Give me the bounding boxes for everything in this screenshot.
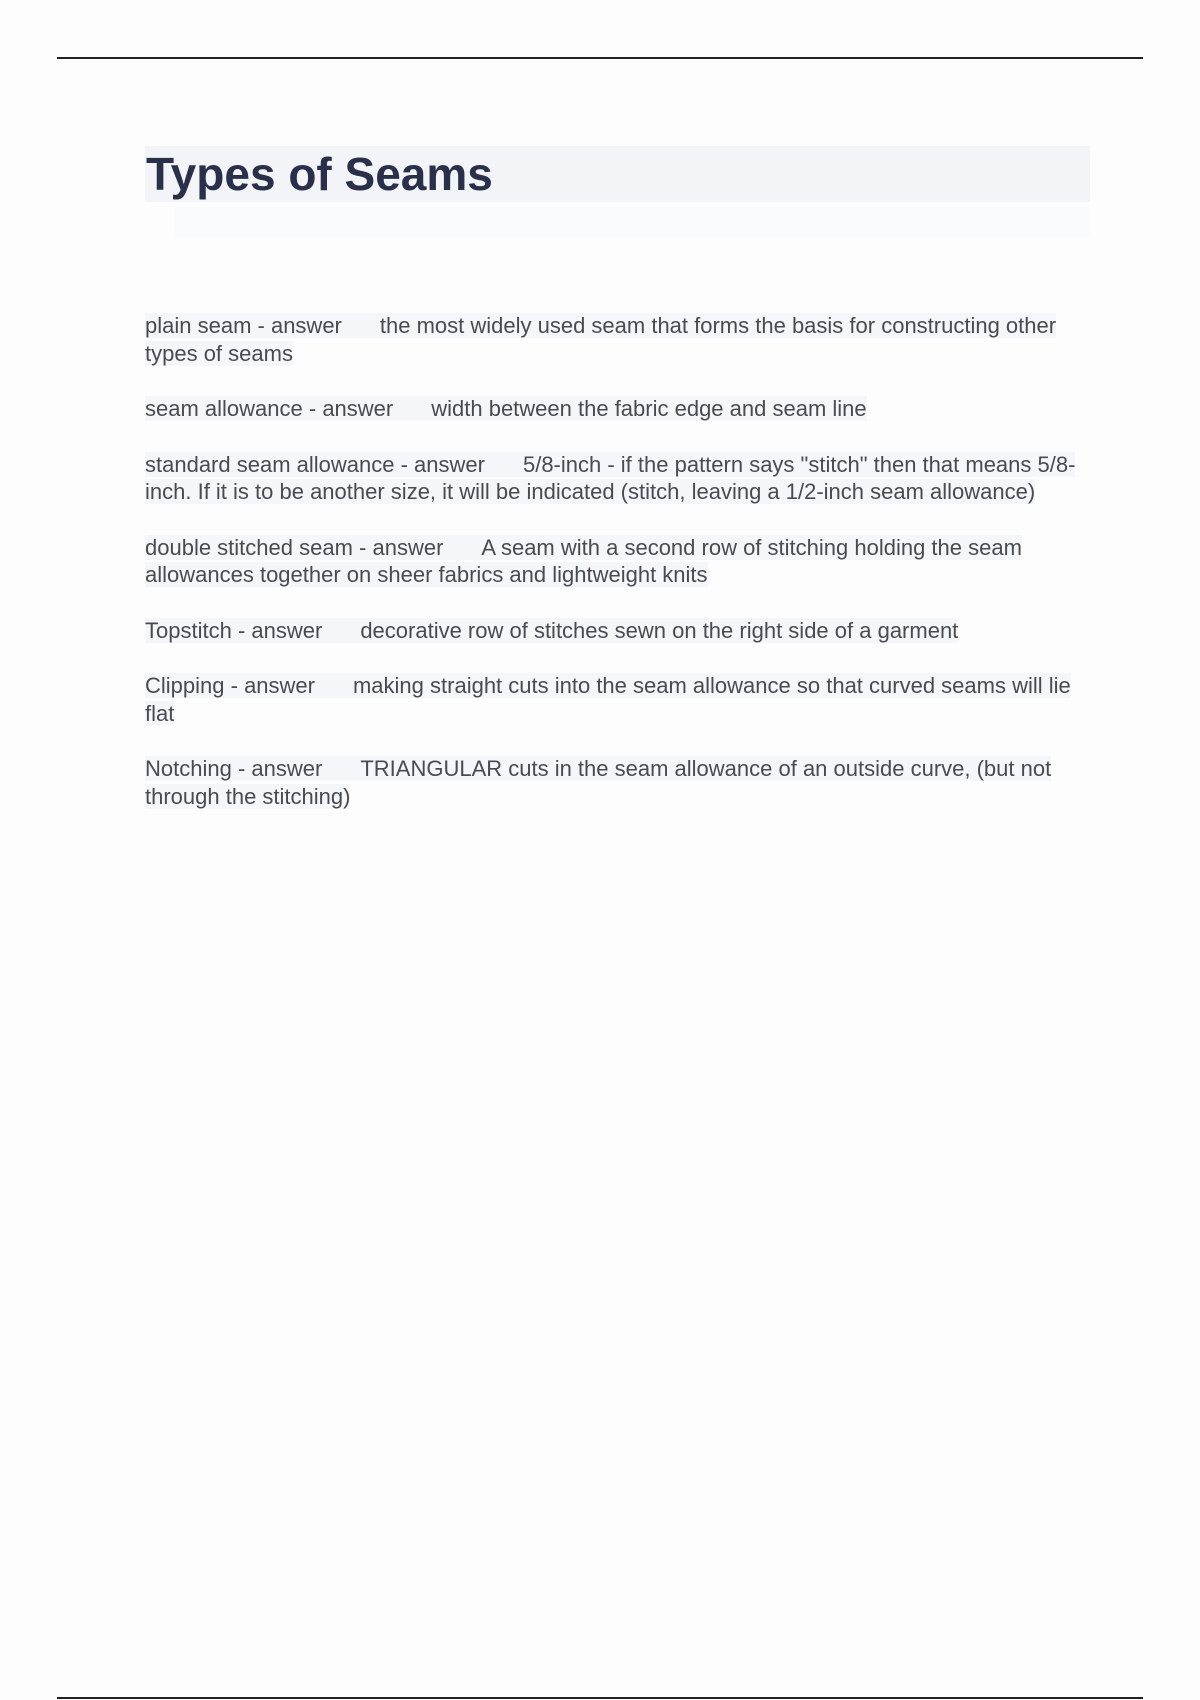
definition: TRIANGULAR cuts in the seam allowance of an outside curve, (but not through the stitching) (145, 756, 1052, 809)
separator: - answer (257, 313, 342, 338)
term: Notching (145, 756, 232, 781)
term: Clipping (145, 673, 225, 698)
page-title: Types of Seams (146, 148, 493, 200)
definition: A seam with a second row of stitching holding the seam allowances together on sheer fabrics and lightweight knits (145, 534, 1022, 587)
list-item (145, 534, 1090, 589)
bottom-rule (57, 1697, 1143, 1699)
definition: decorative row of stitches sewn on the right side of a garment (360, 617, 959, 643)
list-item (145, 617, 1090, 645)
separator: - answer (230, 673, 315, 698)
separator: - answer (237, 617, 323, 643)
separator: - answer (359, 534, 444, 560)
term: seam allowance (145, 396, 303, 421)
definition: the most widely used seam that forms the basis for constructing other types of seams (145, 313, 1057, 366)
separator: - answer (237, 756, 323, 781)
list-item (145, 755, 1090, 810)
title-shadow-band (175, 205, 1090, 237)
term: plain seam (145, 313, 252, 338)
separator: - answer (400, 451, 485, 477)
separator: - answer (308, 396, 394, 421)
flashcard-list (145, 312, 1090, 838)
list-item (145, 395, 1090, 423)
list-item (145, 451, 1090, 506)
definition: making straight cuts into the seam allowance so that curved seams will lie flat (145, 673, 1071, 726)
list-item (145, 312, 1090, 367)
list-item (145, 672, 1090, 727)
term: Topstitch (145, 617, 232, 643)
definition: 5/8-inch - if the pattern says "stitch" then that means 5/8-inch. If it is to be another size, it will be indicated (stitch, leaving a 1/2-inch seam allowance) (145, 451, 1076, 504)
term: standard seam allowance (145, 451, 395, 477)
term: double stitched seam (145, 534, 353, 560)
top-rule (57, 57, 1143, 59)
definition: width between the fabric edge and seam line (431, 396, 867, 421)
